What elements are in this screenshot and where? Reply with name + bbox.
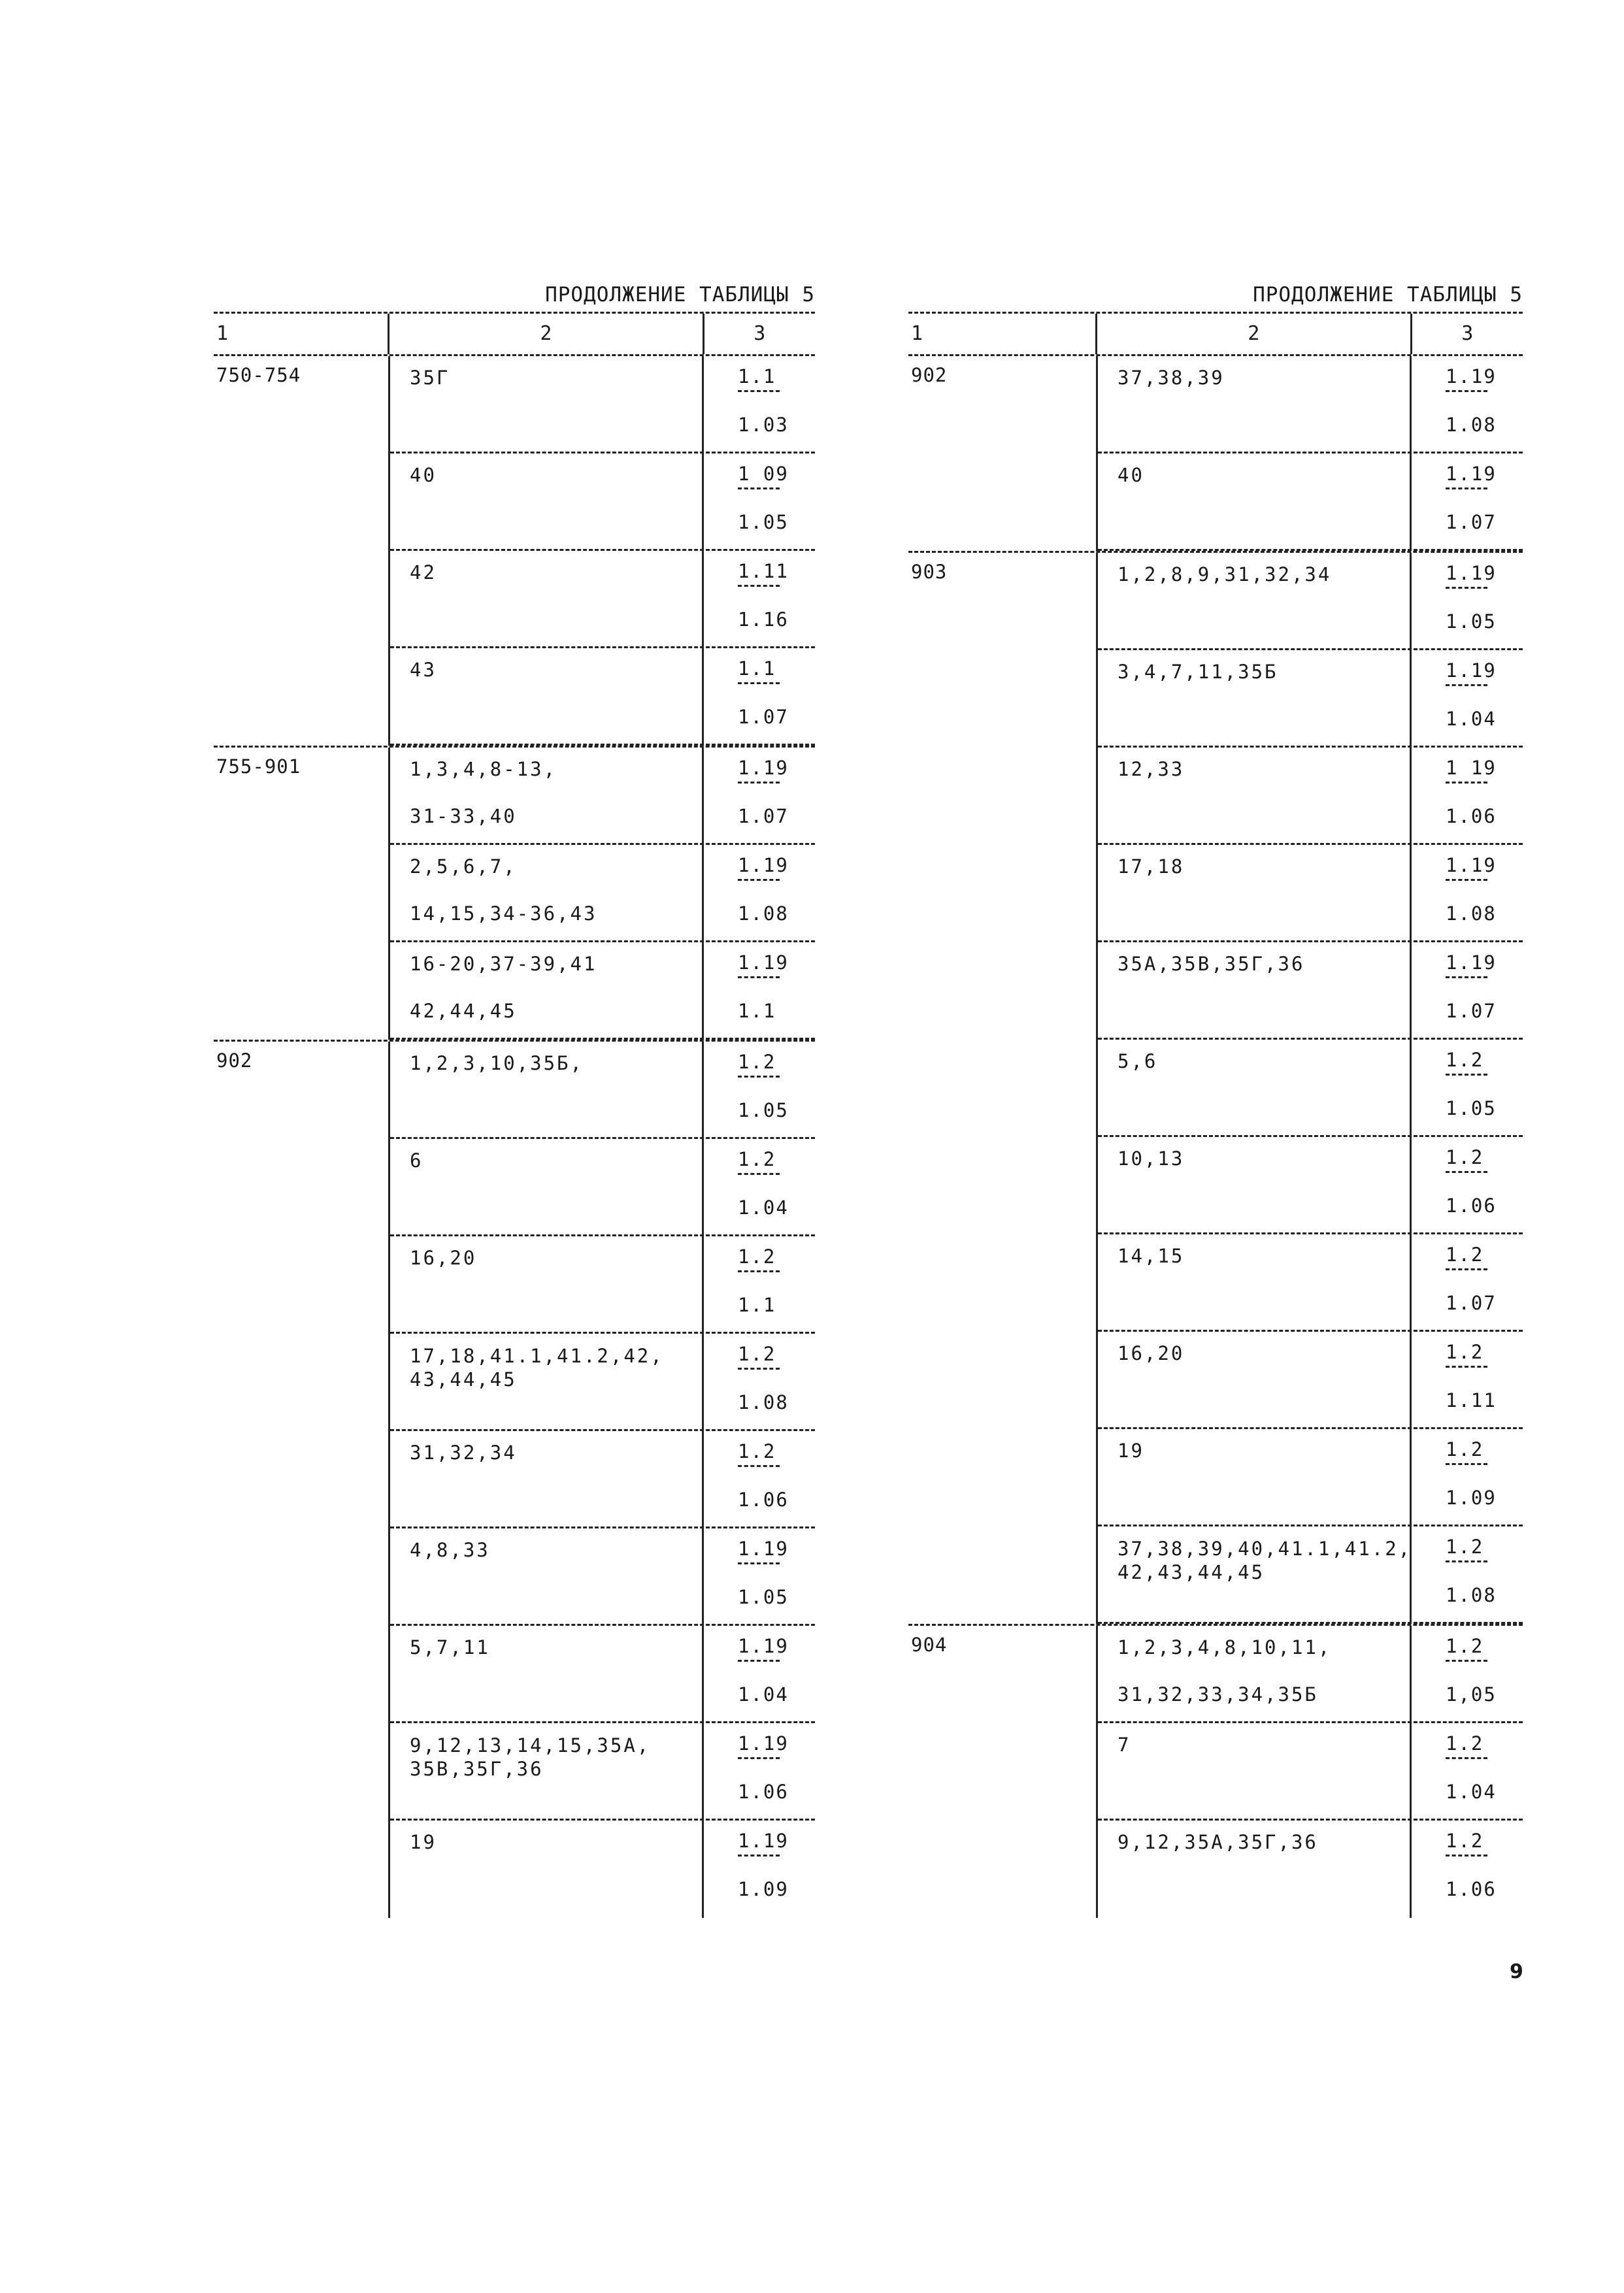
page-number: 9 (1510, 1960, 1523, 1983)
coefficient-denominator: 1.03 (738, 414, 789, 436)
fraction-bar (738, 585, 780, 587)
coefficient-numerator: 1.2 (1446, 1244, 1484, 1266)
cell-items-line: 1,2,8,9,31,32,34 (1118, 563, 1332, 586)
cell-items-line: 3,4,7,11,35Б (1118, 661, 1278, 683)
group-rows (1098, 356, 1523, 551)
fraction-bar (738, 782, 780, 784)
coefficient-numerator: 1.1 (738, 657, 776, 680)
table-body (214, 356, 815, 1918)
coefficient-numerator: 1.2 (1446, 1830, 1484, 1852)
cell-items-line: 9,12,13,14,15,35А, (410, 1734, 651, 1757)
table-row (390, 454, 815, 551)
cell-items-line: 42,43,44,45 (1118, 1561, 1265, 1583)
cell-items-line: 16,20 (1118, 1342, 1185, 1364)
coefficient-numerator: 1.2 (738, 1440, 776, 1462)
cell-items (1098, 1332, 1412, 1427)
left-table (214, 278, 815, 1918)
cell-coefficient (704, 1431, 815, 1526)
coefficient-numerator: 1.2 (1446, 1732, 1484, 1755)
table-row (390, 942, 815, 1040)
header-col-2: 2 (389, 314, 704, 354)
table-row (1098, 1137, 1523, 1234)
table-group (908, 1626, 1523, 1918)
cell-items-line: 31,32,34 (410, 1442, 517, 1464)
coefficient-numerator: 1.2 (1446, 1438, 1484, 1460)
cell-coefficient (704, 356, 815, 452)
cell-items (1098, 553, 1412, 648)
fraction-bar (1446, 1171, 1487, 1173)
cell-coefficient (1412, 356, 1523, 452)
cell-coefficient (704, 1821, 815, 1918)
cell-items-line: 17,18 (1118, 855, 1185, 878)
table-row (1098, 845, 1523, 942)
cell-items-line: 12,33 (1118, 758, 1185, 780)
cell-items-line: 14,15,34-36,43 (410, 902, 597, 925)
coefficient-denominator: 1.07 (1446, 1292, 1497, 1314)
coefficient-denominator: 1.04 (1446, 708, 1497, 730)
group-key: 755-901 (214, 748, 390, 1040)
group-key: 902 (214, 1042, 390, 1918)
table-row (390, 1528, 815, 1626)
fraction-bar (1446, 684, 1487, 686)
fraction-bar (738, 1660, 780, 1662)
fraction-bar (738, 1076, 780, 1078)
table-body (908, 356, 1523, 1918)
coefficient-numerator: 1.2 (1446, 1341, 1484, 1363)
table-row (390, 356, 815, 454)
fraction-bar (1446, 487, 1487, 489)
fraction-bar (738, 487, 780, 489)
group-rows (390, 748, 815, 1040)
coefficient-numerator: 1.19 (738, 1732, 789, 1755)
coefficient-denominator: 1.06 (1446, 1878, 1497, 1900)
coefficient-numerator: 1.2 (1446, 1049, 1484, 1071)
cell-coefficient (1412, 1821, 1523, 1918)
fraction-bar (738, 879, 780, 881)
table-row (390, 845, 815, 942)
coefficient-denominator: 1.08 (738, 902, 789, 925)
cell-coefficient (1412, 650, 1523, 746)
cell-items (1098, 454, 1412, 549)
cell-items (1098, 1723, 1412, 1819)
fraction-bar (738, 976, 780, 978)
coefficient-denominator: 1.08 (1446, 1584, 1497, 1606)
cell-items-line: 5,7,11 (410, 1636, 490, 1658)
coefficient-denominator: 1.07 (1446, 1000, 1497, 1022)
coefficient-denominator: 1.09 (738, 1878, 789, 1900)
table-row (1098, 1526, 1523, 1624)
coefficient-denominator: 1.05 (738, 1586, 789, 1608)
group-key: 903 (908, 553, 1098, 1624)
cell-items-line: 42 (410, 561, 437, 584)
right-table (908, 278, 1523, 1918)
fraction-bar (1446, 782, 1487, 784)
coefficient-numerator: 1.19 (738, 757, 789, 779)
coefficient-numerator: 1.2 (1446, 1146, 1484, 1168)
fraction-bar (1446, 1560, 1487, 1562)
cell-coefficient (704, 1723, 815, 1819)
table-row (1098, 942, 1523, 1040)
fraction-bar (1446, 1757, 1487, 1759)
cell-items-line: 7 (1118, 1734, 1131, 1756)
coefficient-numerator: 1.19 (1446, 562, 1497, 584)
table-row (390, 748, 815, 845)
fraction-bar (738, 1368, 780, 1370)
cell-coefficient (704, 942, 815, 1038)
cell-coefficient (704, 551, 815, 646)
group-rows (1098, 553, 1523, 1624)
cell-items (390, 1236, 704, 1332)
table-row (1098, 1332, 1523, 1429)
coefficient-denominator: 1.06 (1446, 805, 1497, 827)
cell-items-line: 35Г (410, 367, 450, 389)
cell-items (1098, 1234, 1412, 1330)
coefficient-numerator: 1.2 (738, 1343, 776, 1365)
coefficient-denominator: 1.11 (1446, 1389, 1497, 1411)
coefficient-denominator: 1.07 (1446, 511, 1497, 533)
cell-items-line: 43 (410, 659, 437, 681)
fraction-bar (738, 1465, 780, 1467)
coefficient-denominator: 1.04 (738, 1196, 789, 1219)
cell-coefficient (704, 845, 815, 940)
table-row (390, 1334, 815, 1431)
fraction-bar (738, 390, 780, 392)
coefficient-numerator: 1.19 (738, 1830, 789, 1852)
cell-items (390, 1139, 704, 1234)
table-row (390, 1431, 815, 1528)
cell-items (390, 1334, 704, 1429)
cell-items-line: 4,8,33 (410, 1539, 490, 1561)
table-row (390, 1723, 815, 1821)
coefficient-numerator: 1 19 (1446, 757, 1497, 779)
table-row (1098, 1723, 1523, 1821)
cell-coefficient (704, 1626, 815, 1721)
table-title: ПРОДОЛЖЕНИЕ ТАБЛИЦЫ 5 (545, 283, 815, 306)
fraction-bar (1446, 1855, 1487, 1856)
coefficient-denominator: 1.05 (738, 1099, 789, 1121)
table-group (214, 356, 815, 746)
cell-items-line: 35А,35В,35Г,36 (1118, 953, 1305, 975)
table-group (908, 553, 1523, 1624)
cell-items-line: 10,13 (1118, 1147, 1185, 1170)
coefficient-denominator: 1.08 (738, 1391, 789, 1413)
header-col-3: 3 (1461, 322, 1474, 345)
table-row (390, 1821, 815, 1918)
fraction-bar (1446, 879, 1487, 881)
cell-coefficient (704, 748, 815, 843)
cell-coefficient (1412, 454, 1523, 549)
cell-items-line: 14,15 (1118, 1245, 1185, 1267)
cell-items (390, 551, 704, 646)
cell-coefficient (704, 1528, 815, 1624)
cell-items-line: 1,2,3,4,8,10,11, (1118, 1636, 1332, 1658)
table-row (1098, 650, 1523, 748)
coefficient-numerator: 1.19 (738, 1635, 789, 1657)
coefficient-numerator: 1.2 (738, 1051, 776, 1073)
fraction-bar (738, 682, 780, 684)
cell-items-line: 19 (1118, 1440, 1144, 1462)
cell-items (1098, 1040, 1412, 1135)
coefficient-numerator: 1.19 (1446, 659, 1497, 682)
cell-items (1098, 1626, 1412, 1721)
cell-items (390, 1626, 704, 1721)
cell-items-line: 16-20,37-39,41 (410, 953, 597, 975)
table-row (1098, 1040, 1523, 1137)
coefficient-numerator: 1.19 (1446, 951, 1497, 974)
cell-items-line: 16,20 (410, 1247, 477, 1269)
cell-items-line: 5,6 (1118, 1050, 1158, 1072)
coefficient-numerator: 1.19 (1446, 854, 1497, 876)
table-header (214, 314, 815, 354)
table-row (390, 648, 815, 746)
fraction-bar (738, 1562, 780, 1564)
cell-items (390, 1042, 704, 1137)
header-col-1: 1 (214, 314, 389, 354)
table-group (214, 748, 815, 1040)
cell-coefficient (1412, 748, 1523, 843)
coefficient-denominator: 1.06 (738, 1489, 789, 1511)
fraction-bar (1446, 1074, 1487, 1076)
cell-items (390, 454, 704, 549)
fraction-bar (738, 1270, 780, 1272)
fraction-bar (738, 1173, 780, 1175)
cell-coefficient (1412, 942, 1523, 1038)
cell-items-line: 37,38,39,40,41.1,41.2, (1118, 1538, 1412, 1560)
coefficient-denominator: 1.1 (738, 1000, 776, 1022)
coefficient-numerator: 1.19 (738, 854, 789, 876)
coefficient-numerator: 1.19 (1446, 365, 1497, 388)
fraction-bar (1446, 976, 1487, 978)
cell-items (390, 1431, 704, 1526)
cell-items-line: 35В,35Г,36 (410, 1758, 544, 1780)
table-header (908, 314, 1523, 354)
cell-items-line: 6 (410, 1149, 423, 1172)
coefficient-denominator: 1.08 (1446, 414, 1497, 436)
cell-coefficient (1412, 1137, 1523, 1232)
fraction-bar (1446, 1366, 1487, 1368)
fraction-bar (1446, 1268, 1487, 1270)
header-col-2: 2 (1097, 314, 1412, 354)
table-group (908, 356, 1523, 551)
coefficient-denominator: 1.1 (738, 1294, 776, 1316)
cell-coefficient (1412, 1040, 1523, 1135)
cell-coefficient (1412, 1234, 1523, 1330)
cell-coefficient (704, 1139, 815, 1234)
fraction-bar (1446, 1660, 1487, 1662)
table-group (214, 1042, 815, 1918)
cell-coefficient (1412, 1526, 1523, 1622)
cell-items (390, 942, 704, 1038)
table-row (1098, 1234, 1523, 1332)
cell-items (1098, 845, 1412, 940)
cell-items (1098, 356, 1412, 452)
cell-items-line: 40 (410, 464, 437, 486)
cell-coefficient (704, 454, 815, 549)
coefficient-denominator: 1,05 (1446, 1683, 1497, 1706)
cell-items (390, 845, 704, 940)
cell-items (390, 1723, 704, 1819)
cell-items-line: 31,32,33,34,35Б (1118, 1683, 1318, 1706)
fraction-bar (1446, 390, 1487, 392)
cell-items (1098, 650, 1412, 746)
cell-items-line: 42,44,45 (410, 1000, 517, 1022)
coefficient-denominator: 1.09 (1446, 1487, 1497, 1509)
coefficient-numerator: 1 09 (738, 463, 789, 485)
cell-items (390, 748, 704, 843)
group-rows (390, 1042, 815, 1918)
coefficient-denominator: 1.08 (1446, 902, 1497, 925)
coefficient-denominator: 1.05 (1446, 610, 1497, 633)
cell-coefficient (704, 1334, 815, 1429)
coefficient-numerator: 1.2 (738, 1148, 776, 1170)
coefficient-numerator: 1.11 (738, 560, 789, 582)
table-row (390, 1626, 815, 1723)
coefficient-denominator: 1.06 (738, 1781, 789, 1803)
cell-items-line: 31-33,40 (410, 805, 517, 827)
coefficient-denominator: 1.16 (738, 608, 789, 631)
group-rows (1098, 1626, 1523, 1918)
group-key: 750-754 (214, 356, 390, 746)
fraction-bar (1446, 587, 1487, 589)
coefficient-numerator: 1.19 (1446, 463, 1497, 485)
cell-items (1098, 1526, 1412, 1622)
cell-items (1098, 942, 1412, 1038)
coefficient-denominator: 1.05 (1446, 1097, 1497, 1119)
cell-items (390, 356, 704, 452)
cell-items (1098, 748, 1412, 843)
cell-items-line: 1,3,4,8-13, (410, 758, 557, 780)
table-row (1098, 356, 1523, 454)
coefficient-numerator: 1.2 (1446, 1536, 1484, 1558)
cell-coefficient (704, 1042, 815, 1137)
group-key: 902 (908, 356, 1098, 551)
cell-items-line: 19 (410, 1831, 437, 1853)
coefficient-denominator: 1.07 (738, 805, 789, 827)
coefficient-numerator: 1.19 (738, 1538, 789, 1560)
table-row (1098, 454, 1523, 551)
table-row (1098, 1626, 1523, 1723)
cell-coefficient (1412, 553, 1523, 648)
cell-coefficient (1412, 845, 1523, 940)
cell-items-line: 9,12,35А,35Г,36 (1118, 1831, 1318, 1853)
cell-items (390, 648, 704, 744)
fraction-bar (738, 1757, 780, 1759)
coefficient-denominator: 1.04 (1446, 1781, 1497, 1803)
table-row (390, 1139, 815, 1236)
coefficient-numerator: 1.1 (738, 365, 776, 388)
table-title: ПРОДОЛЖЕНИЕ ТАБЛИЦЫ 5 (1253, 283, 1523, 306)
coefficient-denominator: 1.06 (1446, 1195, 1497, 1217)
fraction-bar (1446, 1463, 1487, 1465)
cell-items-line: 1,2,3,10,35Б, (410, 1052, 584, 1074)
group-key: 904 (908, 1626, 1098, 1918)
table-row (1098, 748, 1523, 845)
header-col-3: 3 (754, 322, 766, 345)
cell-items (1098, 1429, 1412, 1525)
header-col-1: 1 (908, 314, 1097, 354)
cell-items-line: 37,38,39 (1118, 367, 1225, 389)
cell-items-line: 40 (1118, 464, 1144, 486)
group-rows (390, 356, 815, 746)
cell-coefficient (704, 648, 815, 744)
cell-coefficient (1412, 1626, 1523, 1721)
cell-items-line: 17,18,41.1,41.2,42, (410, 1345, 664, 1367)
cell-coefficient (1412, 1723, 1523, 1819)
table-row (390, 1042, 815, 1139)
coefficient-numerator: 1.2 (1446, 1635, 1484, 1657)
fraction-bar (738, 1855, 780, 1856)
table-row (390, 1236, 815, 1334)
cell-items (390, 1821, 704, 1918)
table-row (390, 551, 815, 648)
cell-coefficient (1412, 1332, 1523, 1427)
coefficient-numerator: 1.19 (738, 951, 789, 974)
cell-coefficient (1412, 1429, 1523, 1525)
table-row (1098, 1821, 1523, 1918)
coefficient-numerator: 1.2 (738, 1245, 776, 1268)
cell-items-line: 43,44,45 (410, 1368, 517, 1391)
coefficient-denominator: 1.05 (738, 511, 789, 533)
cell-items-line: 2,5,6,7, (410, 855, 517, 878)
table-row (1098, 1429, 1523, 1526)
cell-items (1098, 1821, 1412, 1918)
coefficient-denominator: 1.07 (738, 706, 789, 728)
cell-coefficient (704, 1236, 815, 1332)
table-row (1098, 553, 1523, 650)
cell-items (1098, 1137, 1412, 1232)
cell-items (390, 1528, 704, 1624)
coefficient-denominator: 1.04 (738, 1683, 789, 1706)
